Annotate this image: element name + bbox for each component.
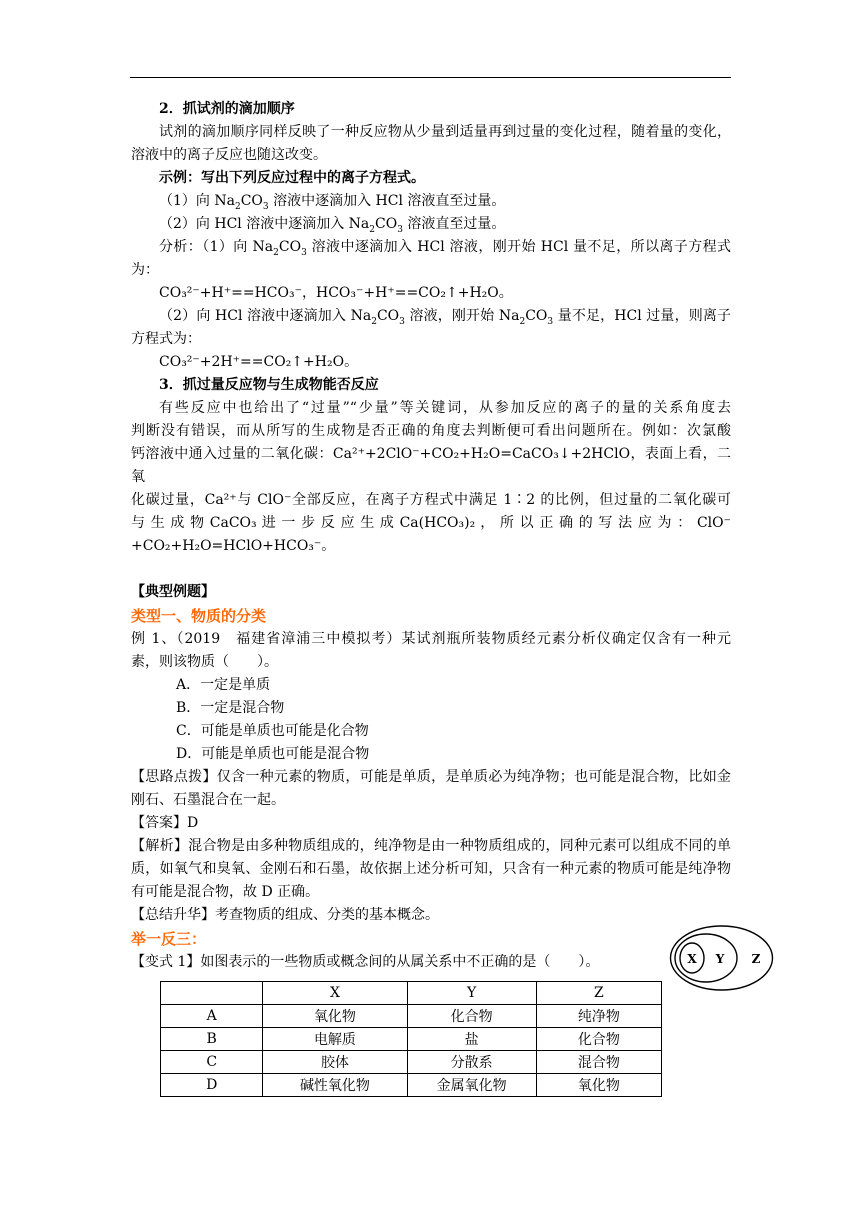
section-3-line-4: 化碳过量，Ca²⁺与 ClO⁻全部反应，在离子方程式中满足 1∶2 的比例，但过量的二氧化碳可: [131, 492, 731, 508]
example-title: 示例：写出下列反应过程中的离子方程式。: [159, 170, 425, 186]
table-row: [161, 1074, 662, 1097]
table-cell: 化合物: [536, 1028, 661, 1051]
table-cell: A: [161, 1005, 263, 1028]
table-header-cell: [161, 982, 263, 1005]
table-cell: 化合物: [407, 1005, 536, 1028]
extend-heading: 举一反三：: [131, 930, 207, 948]
header-rule: [130, 77, 731, 78]
question-1: （1）向 $Na_2CO_3$ 溶液中逐滴加入 HCl 溶液直至过量。: [159, 193, 506, 212]
table-header-cell: Z: [536, 982, 661, 1005]
variant-1-question: 【变式 1】如图表示的一些物质或概念间的从属关系中不正确的是（ ）。: [131, 954, 600, 970]
table-row: [161, 1005, 662, 1028]
table-header-cell: Y: [407, 982, 536, 1005]
answer-line: 【答案】D: [131, 815, 199, 831]
xyz-inclusion-diagram: [668, 923, 775, 993]
hint-paragraph: 【思路点拨】仅含一种元素的物质，可能是单质，是单质必为纯净物；也可能是混合物，比如金刚石、石墨混合在一起。: [131, 769, 731, 808]
option-c: C．可能是单质也可能是化合物: [176, 723, 369, 739]
table-cell: D: [161, 1074, 263, 1097]
table-cell: 金属氧化物: [407, 1074, 536, 1097]
section-3-line-3: 钙溶液中通入过量的二氧化碳：Ca²⁺+2ClO⁻+CO₂+H₂O=CaCO₃↓+2HClO，表面上看，二氧: [131, 446, 731, 485]
section-3-line-5: 与 生 成 物 CaCO₃ 进 一 步 反 应 生 成 Ca(HCO₃)₂ ， 所 以 正 确 的 写 法 应 为 ： ClO⁻: [131, 515, 731, 531]
type-1-heading: 类型一、物质的分类: [131, 607, 267, 625]
summary-line: 【总结升华】考查物质的组成、分类的基本概念。: [131, 907, 439, 923]
explanation-paragraph: 【解析】混合物是由多种物质组成的，纯净物是由一种物质组成的，同种元素可以组成不同的单质，如氧气和臭氧、金刚石和石墨，故依据上述分析可知，只含有一种元素的物质可能是纯净物有可能是混合物，故 D 正确。: [131, 838, 731, 900]
section-2-paragraph: 试剂的滴加顺序同样反映了一种反应物从少量到适量再到过量的变化过程，随着量的变化，溶液中的离子反应也随这改变。: [131, 124, 731, 163]
table-cell: 混合物: [536, 1051, 661, 1074]
table-cell: 氧化物: [536, 1074, 661, 1097]
equation-1: CO₃²⁻+H⁺==HCO₃⁻，HCO₃⁻+H⁺==CO₂↑+H₂O。: [159, 285, 513, 301]
ellipse-y: [675, 934, 737, 982]
table-cell: 电解质: [263, 1028, 407, 1051]
section-3-heading: 3．抓过量反应物与生成物能否反应: [159, 377, 379, 393]
label-z: Z: [751, 952, 761, 966]
example-1-line-1: 例 1、（2019 福建省漳浦三中模拟考）某试剂瓶所装物质经元素分析仪确定仅含有一种元: [131, 631, 731, 647]
label-y: Y: [715, 952, 725, 966]
table-row: [161, 1028, 662, 1051]
section-2-heading: 2．抓试剂的滴加顺序: [159, 101, 295, 117]
table-row: [161, 1051, 662, 1074]
section-3-line-2: 判断没有错误，而从所写的生成物是否正确的角度去判断便可看出问题所在。例如：次氯酸: [131, 423, 731, 439]
table-cell: 胶体: [263, 1051, 407, 1074]
table-cell: 纯净物: [536, 1005, 661, 1028]
option-b: B．一定是混合物: [176, 700, 285, 716]
typical-examples-label: 【典型例题】: [131, 584, 215, 600]
table-header-cell: X: [263, 982, 407, 1005]
table-cell: 氧化物: [263, 1005, 407, 1028]
option-a: A．一定是单质: [176, 677, 271, 693]
table-cell: B: [161, 1028, 263, 1051]
equation-2: CO₃²⁻+2H⁺==CO₂↑+H₂O。: [159, 354, 359, 370]
question-2: （2）向 HCl 溶液中逐滴加入 $Na_2CO_3$ 溶液直至过量。: [159, 216, 506, 235]
label-x: X: [687, 952, 697, 966]
table-cell: 分散系: [407, 1051, 536, 1074]
table-cell: C: [161, 1051, 263, 1074]
analysis-2: （2）向 HCl 溶液中逐滴加入 $Na_2CO_3$ 溶液，刚开始 $Na_2CO_3$ 量不足，HCl 过量，则离子方程式为：: [131, 308, 731, 347]
option-d: D．可能是单质也可能是混合物: [176, 746, 370, 762]
table-cell: 碱性氧化物: [263, 1074, 407, 1097]
section-3-line-1: 有些反应中也给出了“过量”“少量”等关键词，从参加反应的离子的量的关系角度去: [159, 400, 731, 416]
options-table: [160, 981, 662, 1097]
analysis-1: 分析：（1）向 $Na_2CO_3$ 溶液中逐滴加入 HCl 溶液，刚开始 HCl 量不足，所以离子方程式为：: [131, 239, 731, 278]
example-1-line-2: 素，则该物质（ ）。: [131, 654, 278, 670]
section-3-line-6: +CO₂+H₂O=HClO+HCO₃⁻。: [131, 538, 336, 554]
table-header-row: [161, 982, 662, 1005]
table-cell: 盐: [407, 1028, 536, 1051]
document-body: [131, 98, 731, 974]
